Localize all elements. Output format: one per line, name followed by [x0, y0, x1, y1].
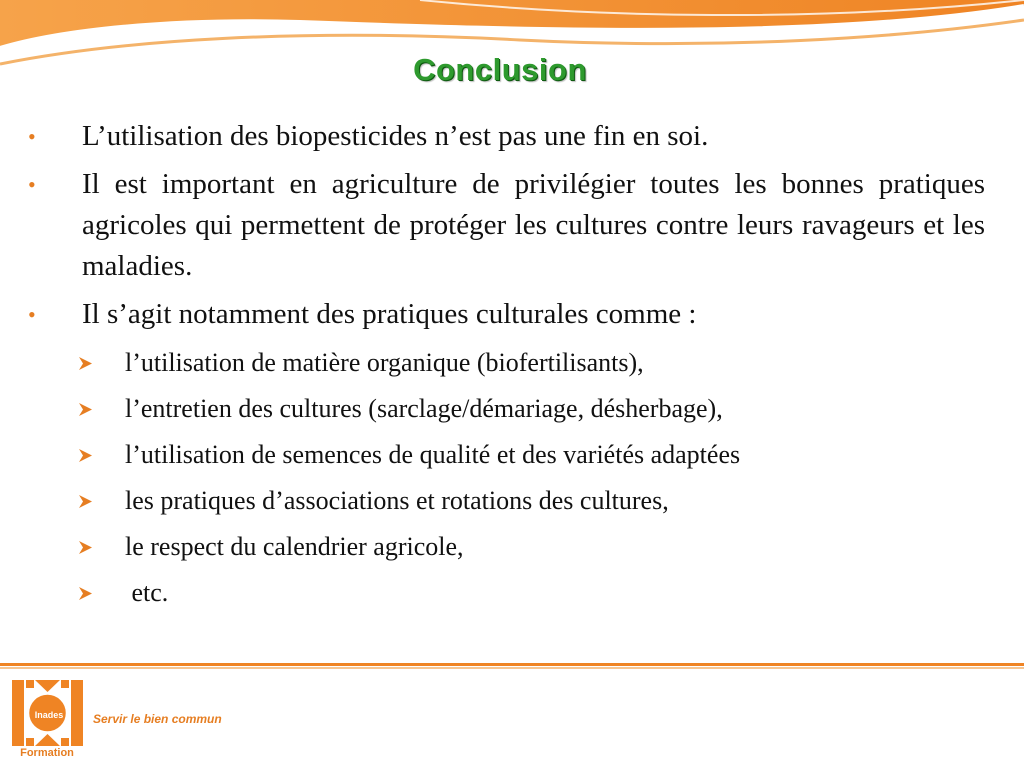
logo-caption: Formation [20, 747, 74, 759]
slide-title: Conclusion [413, 52, 587, 87]
arrowhead-bullet-icon [78, 448, 93, 463]
sub-bullet-item [0, 432, 1024, 478]
arrowhead-bullet-icon [78, 494, 93, 509]
sub-bullet-item [0, 570, 1024, 616]
sub-bullet-item [0, 386, 1024, 432]
bullet-text: Il est important en agriculture de privilégier toutes les bonnes pratiques agricoles qui permettent de protéger les cultures contre leurs ravageurs et les maladies. [82, 168, 985, 282]
logo-inner-text: Inades [34, 710, 64, 720]
bullet-item [0, 164, 985, 287]
sub-bullet-list [0, 340, 1024, 616]
bullet-list [0, 116, 1024, 335]
sub-bullet-text: l’utilisation de semences de qualité et des variétés adaptées [125, 440, 741, 469]
sub-bullet-text: l’entretien des cultures (sarclage/démariage, désherbage), [125, 394, 723, 423]
sub-bullet-item [0, 340, 1024, 386]
sub-bullet-text: l’utilisation de matière organique (biofertilisants), [125, 348, 644, 377]
round-bullet-icon: • [28, 302, 36, 327]
arrowhead-bullet-icon [78, 540, 93, 555]
bullet-item [0, 294, 985, 335]
sub-bullet-item [0, 478, 1024, 524]
footer-divider [0, 663, 1024, 671]
bullet-text: L’utilisation des biopesticides n’est pas une fin en soi. [82, 120, 709, 152]
arrowhead-bullet-icon [78, 356, 93, 371]
arrowhead-bullet-icon [78, 402, 93, 417]
sub-bullet-item [0, 524, 1024, 570]
bullet-text: Il s’agit notamment des pratiques culturales comme : [82, 298, 697, 330]
round-bullet-icon: • [28, 172, 36, 197]
sub-bullet-text: les pratiques d’associations et rotations des cultures, [125, 486, 669, 515]
arrowhead-bullet-icon [78, 586, 93, 601]
bullet-item [0, 116, 985, 157]
sub-bullet-text: etc. [125, 578, 169, 607]
round-bullet-icon: • [28, 124, 36, 149]
footer-tagline: Servir le bien commun [93, 712, 222, 726]
sub-bullet-text: le respect du calendrier agricole, [125, 532, 464, 561]
